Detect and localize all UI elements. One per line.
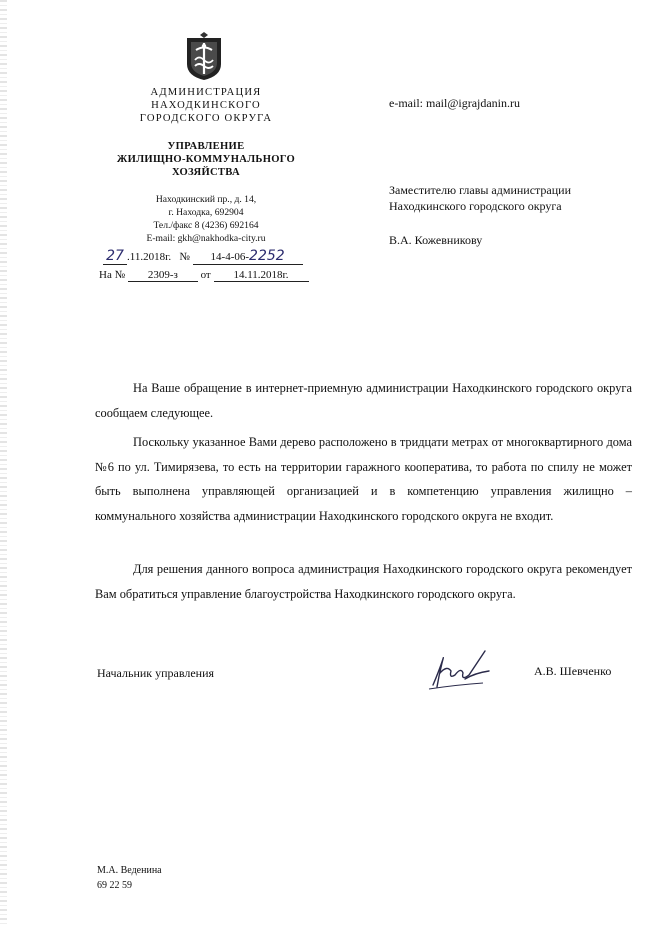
recipient-line-1: Заместителю главы администрации: [389, 183, 572, 197]
number-label: №: [179, 251, 190, 263]
ref-date-label: от: [200, 269, 211, 281]
body-paragraph-3-text: Для решения данного вопроса администрация Находкинского городского округа рекомендует Вам обратиться управление благоустройства Находкинского городского округа.: [95, 562, 632, 601]
dept-name-line-3: ХОЗЯЙСТВА: [172, 167, 240, 178]
ref-number: 2309-з: [128, 269, 198, 282]
org-name-line-3: ГОРОДСКОГО ОКРУГА: [139, 113, 273, 124]
signer-title: Начальник управления: [97, 666, 215, 680]
outgoing-number-handwritten: 2252: [249, 248, 285, 264]
signer-name: А.В. Шевченко: [534, 664, 612, 678]
org-name-line-2: НАХОДКИНСКОГО: [151, 100, 261, 111]
dept-name-line-2: ЖИЛИЩНО-КОММУНАЛЬНОГО: [116, 154, 296, 165]
city-line: г. Находка, 692904: [168, 207, 244, 218]
outgoing-day: 27: [106, 248, 124, 264]
scan-edge: [0, 0, 7, 927]
outgoing-date-rest: .11.2018г.: [127, 251, 172, 263]
body-paragraph-1-text: На Ваше обращение в интернет-приемную администрации Находкинского городского округа сообщаем следующее.: [95, 381, 632, 420]
address-line: Находкинский пр., д. 14,: [155, 194, 257, 205]
ref-date: 14.11.2018г.: [214, 269, 309, 282]
org-name-line-1: АДМИНИСТРАЦИЯ: [150, 87, 262, 98]
handwritten-signature: [425, 645, 495, 693]
citizen-email: e-mail: mail@igrajdanin.ru: [389, 96, 521, 110]
outgoing-registration: [103, 248, 303, 265]
body-paragraph-3: [95, 557, 632, 606]
ref-number-label: На №: [99, 269, 126, 281]
outgoing-number-prefix: 14-4-06-: [210, 251, 250, 263]
phone-line: Тел./факс 8 (4236) 692164: [153, 220, 259, 231]
incoming-reference: [99, 269, 309, 282]
coat-of-arms-emblem: [183, 30, 225, 82]
dept-name-line-1: УПРАВЛЕНИЕ: [167, 141, 245, 152]
body-paragraph-1: [95, 376, 632, 425]
recipient-line-2: Находкинского городского округа: [389, 199, 562, 213]
email-line: E-mail: gkh@nakhodka-city.ru: [146, 233, 266, 244]
body-paragraph-2-text: Поскольку указанное Вами дерево расположено в тридцати метрах от многоквартирного дома №6 по ул. Тимирязева, то есть на территории гаражного кооператива, то работа по спилу не может быть выполнена управляющей организацией и в компетенцию управления жилищно – коммунального хозяйства администрации Находкинского городского округа не входит.: [95, 435, 632, 523]
executor-name: М.А. Веденина: [97, 865, 162, 876]
body-paragraph-2: [95, 430, 632, 528]
executor-phone: 69 22 59: [97, 880, 132, 891]
recipient-name: В.А. Кожевникову: [389, 233, 483, 247]
